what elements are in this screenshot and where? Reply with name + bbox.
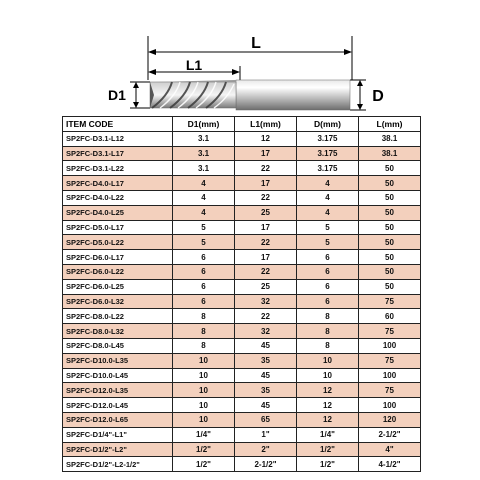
- cell-l1: 25: [235, 205, 297, 220]
- cell-l1: 25: [235, 279, 297, 294]
- cell-d: 3.175: [297, 161, 359, 176]
- table-row: [63, 190, 421, 205]
- cell-l: 50: [359, 176, 421, 191]
- cell-d: 1/2": [297, 457, 359, 472]
- cell-d: 6: [297, 250, 359, 265]
- cell-d: 10: [297, 368, 359, 383]
- cell-d1: 4: [173, 205, 235, 220]
- cell-d1: 10: [173, 383, 235, 398]
- cell-l1: 17: [235, 176, 297, 191]
- cell-d: 8: [297, 324, 359, 339]
- cell-l: 4": [359, 442, 421, 457]
- table-row: [63, 309, 421, 324]
- end-mill-diagram: [0, 0, 480, 116]
- cell-d: 1/4": [297, 427, 359, 442]
- table-row: [63, 220, 421, 235]
- cell-d1: 10: [173, 412, 235, 427]
- cell-l1: 12: [235, 131, 297, 146]
- cell-d: 4: [297, 190, 359, 205]
- table-row: [63, 412, 421, 427]
- table-row: [63, 398, 421, 413]
- cell-d1: 10: [173, 398, 235, 413]
- header-item-code: ITEM CODE: [63, 117, 173, 132]
- cell-item-code: SP2FC-D4.0-L25: [63, 205, 173, 220]
- cell-l: 38.1: [359, 131, 421, 146]
- cell-item-code: SP2FC-D10.0-L35: [63, 353, 173, 368]
- cell-d1: 3.1: [173, 131, 235, 146]
- cell-l: 120: [359, 412, 421, 427]
- label-L1: L1: [185, 57, 203, 73]
- cell-d1: 6: [173, 279, 235, 294]
- cell-d: 5: [297, 235, 359, 250]
- table-body: [63, 131, 421, 471]
- cell-d1: 8: [173, 338, 235, 353]
- dimension-D: [350, 80, 384, 110]
- end-mill-tool: [150, 80, 350, 110]
- cell-d: 6: [297, 279, 359, 294]
- cell-item-code: SP2FC-D1/4"-L1": [63, 427, 173, 442]
- header-l1: L1(mm): [235, 117, 297, 132]
- cell-item-code: SP2FC-D6.0-L32: [63, 294, 173, 309]
- cell-d: 12: [297, 412, 359, 427]
- cell-item-code: SP2FC-D3.1-L12: [63, 131, 173, 146]
- cell-item-code: SP2FC-D8.0-L45: [63, 338, 173, 353]
- cell-l1: 32: [235, 294, 297, 309]
- cell-l: 75: [359, 294, 421, 309]
- table-row: [63, 338, 421, 353]
- cell-l: 50: [359, 161, 421, 176]
- table-row: [63, 205, 421, 220]
- cell-item-code: SP2FC-D8.0-L22: [63, 309, 173, 324]
- cell-l: 2-1/2": [359, 427, 421, 442]
- cell-d1: 1/2": [173, 457, 235, 472]
- cell-l1: 22: [235, 161, 297, 176]
- cell-l: 38.1: [359, 146, 421, 161]
- cell-l1: 45: [235, 398, 297, 413]
- cell-item-code: SP2FC-D10.0-L45: [63, 368, 173, 383]
- cell-d: 1/2": [297, 442, 359, 457]
- cell-d: 8: [297, 338, 359, 353]
- cell-l: 75: [359, 383, 421, 398]
- cell-item-code: SP2FC-D3.1-L17: [63, 146, 173, 161]
- cell-d: 12: [297, 398, 359, 413]
- cell-l: 75: [359, 353, 421, 368]
- cell-d: 12: [297, 383, 359, 398]
- cell-item-code: SP2FC-D4.0-L17: [63, 176, 173, 191]
- cell-d: 6: [297, 264, 359, 279]
- cell-l1: 17: [235, 220, 297, 235]
- cell-l1: 32: [235, 324, 297, 339]
- dimension-L1: [148, 57, 240, 82]
- cell-d1: 5: [173, 220, 235, 235]
- label-L: L: [251, 35, 261, 52]
- table-row: [63, 353, 421, 368]
- cell-d: 4: [297, 176, 359, 191]
- cell-d1: 8: [173, 309, 235, 324]
- table-row: [63, 324, 421, 339]
- table-row: [63, 442, 421, 457]
- cell-l: 50: [359, 279, 421, 294]
- header-d1: D1(mm): [173, 117, 235, 132]
- cell-l1: 35: [235, 383, 297, 398]
- cell-l: 50: [359, 264, 421, 279]
- cell-l1: 2-1/2": [235, 457, 297, 472]
- cell-l1: 2": [235, 442, 297, 457]
- header-l: L(mm): [359, 117, 421, 132]
- cell-item-code: SP2FC-D4.0-L22: [63, 190, 173, 205]
- cell-l1: 45: [235, 338, 297, 353]
- cell-item-code: SP2FC-D5.0-L17: [63, 220, 173, 235]
- header-d: D(mm): [297, 117, 359, 132]
- cell-item-code: SP2FC-D6.0-L25: [63, 279, 173, 294]
- dimension-L: [148, 35, 352, 80]
- cell-d1: 1/4": [173, 427, 235, 442]
- cell-d: 5: [297, 220, 359, 235]
- cell-l1: 45: [235, 368, 297, 383]
- cell-d1: 10: [173, 368, 235, 383]
- cell-d: 4: [297, 205, 359, 220]
- cell-d1: 3.1: [173, 161, 235, 176]
- label-D1: D1: [108, 87, 126, 103]
- cell-item-code: SP2FC-D12.0-L65: [63, 412, 173, 427]
- table-row: [63, 176, 421, 191]
- cell-d: 3.175: [297, 146, 359, 161]
- cell-l: 50: [359, 220, 421, 235]
- cell-d1: 4: [173, 176, 235, 191]
- table-row: [63, 279, 421, 294]
- cell-item-code: SP2FC-D12.0-L35: [63, 383, 173, 398]
- cell-item-code: SP2FC-D1/2"-L2-1/2": [63, 457, 173, 472]
- cell-d1: 10: [173, 353, 235, 368]
- cell-d1: 6: [173, 250, 235, 265]
- cell-d1: 1/2": [173, 442, 235, 457]
- table-row: [63, 146, 421, 161]
- cell-l1: 17: [235, 146, 297, 161]
- cell-item-code: SP2FC-D8.0-L32: [63, 324, 173, 339]
- cell-d: 6: [297, 294, 359, 309]
- cell-l: 50: [359, 190, 421, 205]
- cell-d1: 4: [173, 190, 235, 205]
- table-row: [63, 264, 421, 279]
- cell-item-code: SP2FC-D5.0-L22: [63, 235, 173, 250]
- cell-l: 100: [359, 338, 421, 353]
- cell-d1: 8: [173, 324, 235, 339]
- cell-l1: 22: [235, 235, 297, 250]
- cell-l1: 22: [235, 264, 297, 279]
- cell-l1: 22: [235, 309, 297, 324]
- table-row: [63, 250, 421, 265]
- cell-l1: 35: [235, 353, 297, 368]
- table-header-row: [63, 117, 421, 132]
- cell-d: 3.175: [297, 131, 359, 146]
- cell-l: 100: [359, 398, 421, 413]
- dimension-D1: [108, 82, 150, 108]
- cell-l: 75: [359, 324, 421, 339]
- cell-item-code: SP2FC-D12.0-L45: [63, 398, 173, 413]
- cell-l: 60: [359, 309, 421, 324]
- cell-l: 50: [359, 250, 421, 265]
- cell-l1: 1": [235, 427, 297, 442]
- cell-d: 8: [297, 309, 359, 324]
- label-D: D: [372, 88, 384, 105]
- cell-d1: 3.1: [173, 146, 235, 161]
- table-row: [63, 235, 421, 250]
- cell-l1: 17: [235, 250, 297, 265]
- cell-l1: 22: [235, 190, 297, 205]
- table-row: [63, 294, 421, 309]
- cell-item-code: SP2FC-D6.0-L22: [63, 264, 173, 279]
- spec-table: [62, 116, 421, 472]
- table-row: [63, 131, 421, 146]
- cell-d1: 5: [173, 235, 235, 250]
- cell-l: 100: [359, 368, 421, 383]
- cell-item-code: SP2FC-D6.0-L17: [63, 250, 173, 265]
- cell-l: 50: [359, 235, 421, 250]
- cell-l: 4-1/2": [359, 457, 421, 472]
- cell-l1: 65: [235, 412, 297, 427]
- table-row: [63, 457, 421, 472]
- table-row: [63, 161, 421, 176]
- cell-l: 50: [359, 205, 421, 220]
- table-row: [63, 368, 421, 383]
- cell-d1: 6: [173, 294, 235, 309]
- cell-item-code: SP2FC-D3.1-L22: [63, 161, 173, 176]
- table-row: [63, 383, 421, 398]
- cell-item-code: SP2FC-D1/2"-L2": [63, 442, 173, 457]
- table-row: [63, 427, 421, 442]
- cell-d1: 6: [173, 264, 235, 279]
- cell-d: 10: [297, 353, 359, 368]
